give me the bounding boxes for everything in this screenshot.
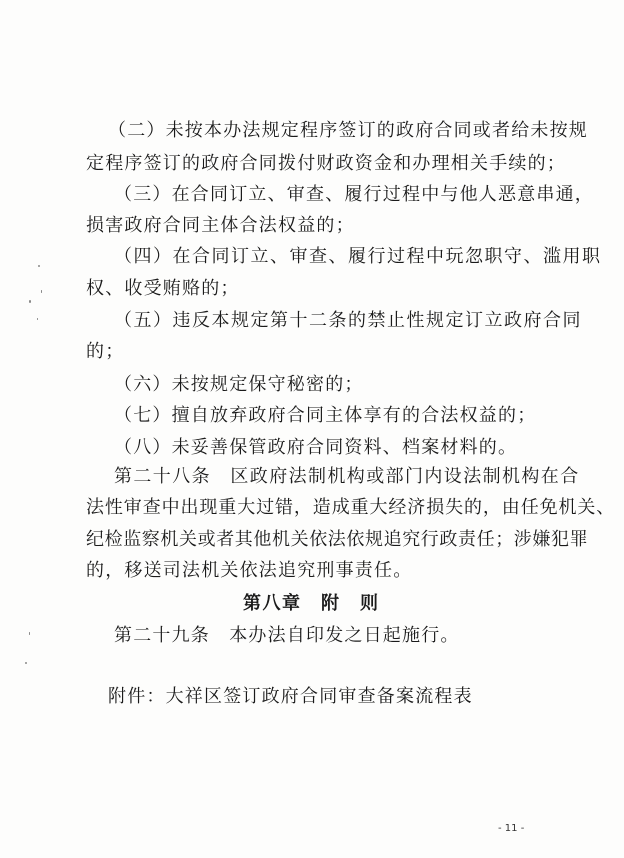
scan-speck: [41, 290, 42, 293]
page-number: - 11 -: [498, 823, 525, 834]
scan-speck: [29, 300, 31, 303]
clause-item-5-line-1: （五）违反本规定第十二条的禁止性规定订立政府合同: [114, 310, 582, 331]
article-28-line-2: 法性审查中出现重大过错，造成重大经济损失的，由任免机关、: [86, 497, 616, 518]
scan-speck: [29, 632, 30, 635]
article-28-line-4: 的，移送司法机关依法追究刑事责任。: [86, 560, 413, 581]
article-28-line-3: 纪检监察机关或者其他机关依法依规追究行政责任；涉嫌犯罪: [86, 529, 589, 550]
clause-item-7: （七）擅自放弃政府合同主体享有的合法权益的；: [114, 405, 537, 426]
clause-item-8: （八）未妥善保管政府合同资料、档案材料的。: [114, 437, 518, 458]
chapter-8-heading: 第八章 附 则: [243, 593, 380, 614]
scan-speck: [25, 662, 27, 664]
attachment-note: 附件：大祥区签订政府合同审查备案流程表: [108, 686, 473, 707]
clause-item-5-line-2: 的；: [86, 341, 125, 362]
scan-speck: [37, 318, 38, 320]
clause-item-4-line-2: 权、收受贿赂的；: [86, 278, 240, 299]
clause-item-3-line-2: 损害政府合同主体合法权益的；: [86, 215, 355, 236]
clause-item-2-line-1: （二）未按本办法规定程序签订的政府合同或者给未按规: [108, 120, 588, 141]
clause-item-2-line-2: 定程序签订的政府合同拨付财政资金和办理相关手续的；: [86, 153, 566, 174]
clause-item-3-line-1: （三）在合同订立、审查、履行过程中与他人恶意串通，: [114, 184, 594, 205]
article-29: 第二十九条 本办法自印发之日起施行。: [114, 625, 460, 646]
clause-item-4-line-1: （四）在合同订立、审查、履行过程中玩忽职守、滥用职: [114, 246, 602, 267]
scan-speck: [38, 265, 40, 267]
article-28-line-1: 第二十八条 区政府法制机构或部门内设法制机构在合: [114, 466, 580, 487]
clause-item-6: （六）未按规定保守秘密的；: [114, 374, 364, 395]
